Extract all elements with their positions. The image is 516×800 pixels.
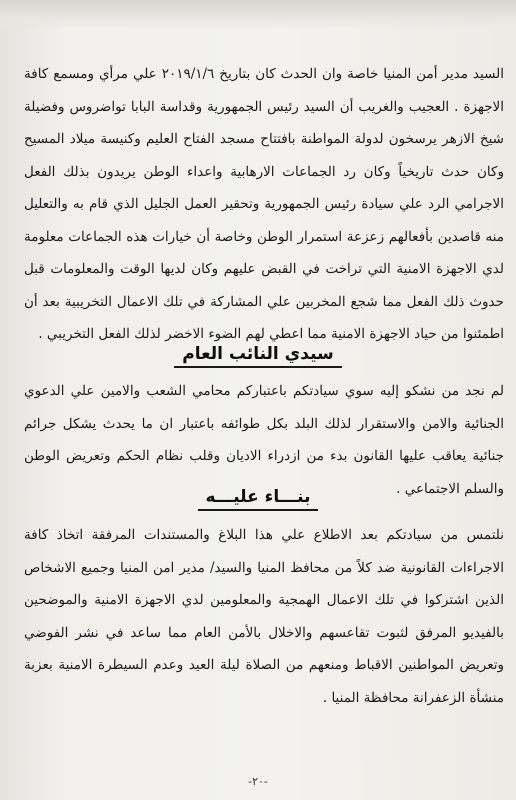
heading-based-on-this <box>0 487 516 511</box>
complaint-paragraph-1: السيد مدير أمن المنيا خاصة وان الحدث كان بتاريخ ٢٠١٩/١/٦ علي مرأي ومسمع كافة الاجهزة . العجيب والغريب أن السيد رئيس الجمهورية وقداسة البابا تواضروس وفضيلة شيخ الازهر يرسخون لدولة المواطنة بافتتاح مسجد الفتاح العليم وكنيسة ميلاد المسيح وكان حدث تاريخياً وكان رد الجماعات الارهابية واعداء الوطن يريدون بذلك الفعل الاجرامي الرد علي سيادة رئيس الجمهورية وتحقير العمل الجليل الذي قام به والتعليل منه قاصدين بأفعالهم زعزعة استمرار الوطن وخاصة أن خيارات هذه الجماعات معلومة لدي الاجهزة الامنية التي تراخت في القبض عليهم وكان لديها الوقت والمعلومات قبل حدوث ذلك الفعل مما شجع المخربين علي المشاركة في تلك الاعمال التخريبية بعد أن اطمئنوا من حياد الاجهزة الامنية مما اعطي لهم الضوء الاخضر لذلك الفعل التخريبي . <box>24 66 504 342</box>
heading-attorney-general-text: سيدي النائب العام <box>174 344 341 368</box>
complaint-paragraph-3: نلتمس من سيادتكم بعد الاطلاع علي هذا البلاغ والمستندات المرفقة اتخاذ كافة الاجراءات القانونية ضد كلاً من محافظ المنيا والسيد/ مدير امن المنيا وجميع الاشخاص الذين اشتركوا في تلك الاعمال الهمجية والمعلومين لدي الاجهزة الامنية والموضحين بالفيديو المرفق لثبوت تقاعسهم والاخلال بالأمن العام مما ساعد في نشر الفوضي وتعريض المواطنين الاقباط ومنعهم من الصلاة ليلة العيد وعدم السيطرة الامنية بعزبة منشأة الزعفرانة محافظة المنيا . <box>24 527 504 706</box>
heading-based-on-this-text: بنـــاء عليـــه <box>198 487 319 511</box>
heading-attorney-general <box>0 344 516 368</box>
complaint-paragraph-2: لم نجد من نشكو إليه سوي سيادتكم باعتباركم محامي الشعب والامين علي الدعوي الجنائية والامن والاستقرار لذلك البلد بكل طوائفه باعتبار ان ما يحدث يشكل جرائم جنائية يعاقب عليها القانون بدء من ازدراء الاديان وقلب نظام الحكم وتعريض الوطن والسلم الاجتماعي . <box>24 383 504 497</box>
page-fold-shadow <box>0 0 516 30</box>
page-number: -٢٠- <box>248 775 268 788</box>
